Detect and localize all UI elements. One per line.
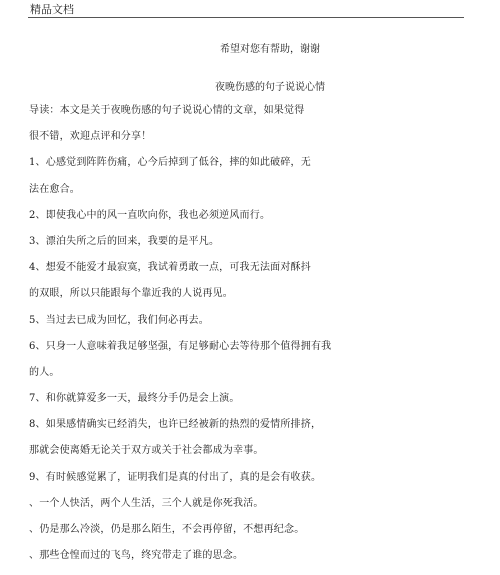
body-line: 3、漂泊失所之后的回来，我要的是平凡。: [29, 235, 220, 247]
body-line: 4、想爱不能爱才最寂寞，我试着勇敢一点，可我无法面对酥抖: [29, 262, 311, 274]
body-line: 1、心感觉到阵阵伤痛，心今后掉到了低谷，摔的如此破碎，无: [29, 157, 311, 169]
body-line: 、那些仓惶而过的飞鸟，终究带走了谁的思念。: [29, 550, 244, 562]
body-line: 的双眼，所以只能跟每个靠近我的人说再见。: [29, 288, 233, 300]
document-body: [29, 104, 469, 575]
document-title: 夜晚伤感的句子说说心情: [215, 82, 325, 93]
body-line: 8、如果感情确实已经消失，也许已经被新的热烈的爱情所排挤，: [29, 419, 322, 431]
body-line: 、仍是那么冷淡，仍是那么陌生，不会再停留，不想再纪念。: [29, 524, 305, 535]
body-line: 导读：本文是关于夜晚伤感的句子说说心情的文章，如果觉得: [29, 105, 305, 116]
page-header: [28, 4, 464, 18]
body-line: 那就会使离婚无论关于双方或关于社会都成为幸事。: [29, 445, 264, 457]
body-line: 、一个人快活，两个人生活，三个人就是你死我活。: [29, 497, 264, 509]
body-line: 很不错，欢迎点评和分享！: [29, 131, 152, 143]
body-line: 的人。: [29, 366, 60, 378]
body-line: 5、当过去已成为回忆，我们何必再去。: [29, 314, 209, 326]
body-line: 2、即使我心中的风一直吹向你，我也必须逆风而行。: [29, 209, 271, 221]
body-line: 6、只身一人意味着我足够坚强，有足够耐心去等待那个值得拥有我: [29, 340, 332, 352]
document-subtitle: 希望对您有帮助，谢谢: [220, 44, 320, 55]
body-line: 9、有时候感觉累了，证明我们是真的付出了，真的是会有收获。: [29, 471, 322, 483]
body-line: 7、和你就算爱多一天，最终分手仍是会上演。: [29, 393, 240, 405]
body-line: 法在愈合。: [29, 183, 80, 195]
header-label: 精品文档: [30, 3, 74, 16]
